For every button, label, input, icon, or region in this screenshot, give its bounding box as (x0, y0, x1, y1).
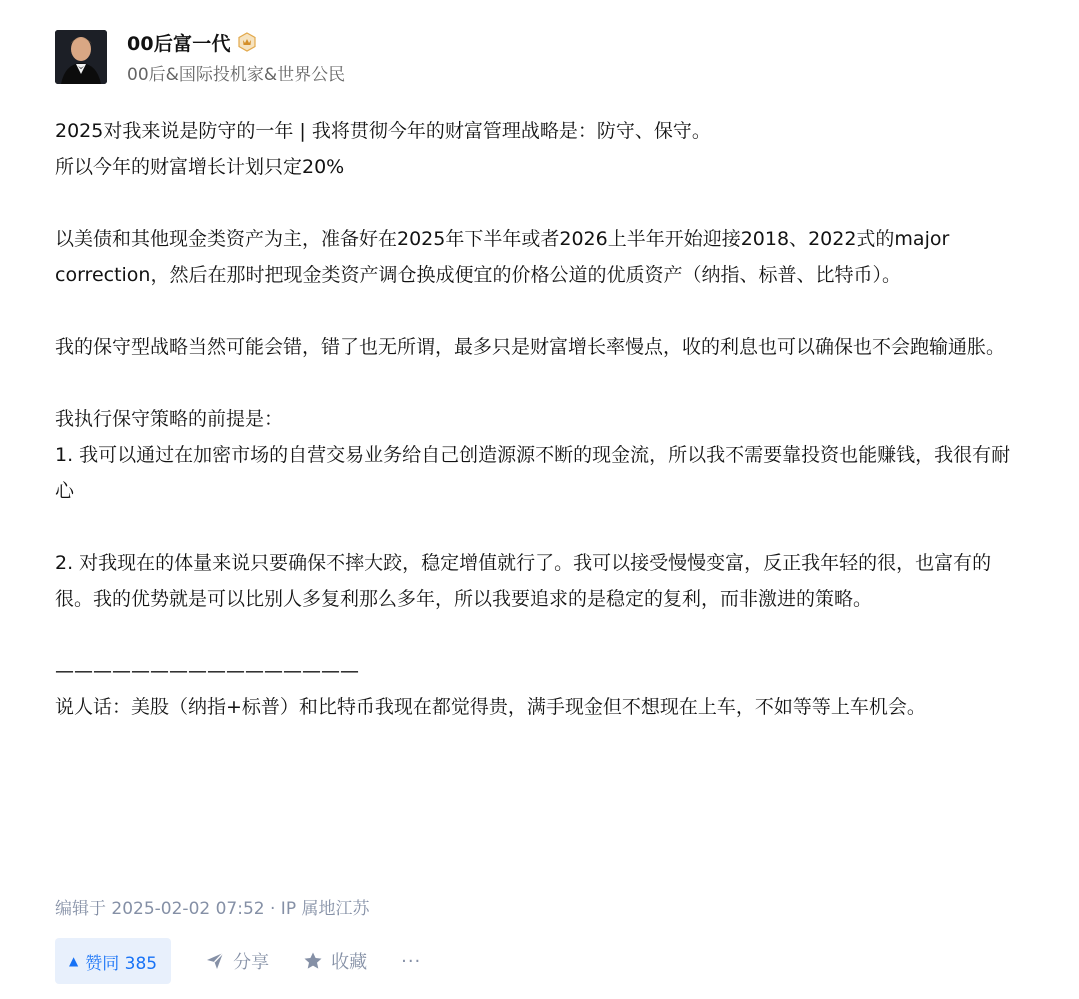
paragraph: 说人话：美股（纳指+标普）和比特币我现在都觉得贵，满手现金但不想现在上车，不如等等上车机会。 (55, 696, 926, 718)
author-headline: 00后&国际投机家&世界公民 (127, 65, 346, 85)
paragraph-gap (55, 365, 1015, 401)
paragraph-gap (55, 293, 1015, 329)
favorite-button[interactable] (303, 948, 367, 974)
star-icon (303, 951, 323, 971)
paragraph-gap (55, 509, 1015, 545)
paragraph: 我的保守型战略当然可能会错，错了也无所谓，最多只是财富增长率慢点，收的利息也可以确保也不会跑输通胀。 (55, 336, 1006, 358)
post-content (55, 113, 1015, 725)
favorite-label: 收藏 (331, 952, 368, 973)
paragraph: 我执行保守策略的前提是： (55, 408, 284, 430)
badge-icon (237, 32, 257, 52)
paragraph: 以美债和其他现金类资产为主，准备好在2025年下半年或者2026上半年开始迎接2018、2022式的major correction，然后在那时把现金类资产调仓换成便宜的价格公道的优质资产（纳指、标普、比特币）。 (55, 228, 950, 286)
paragraph-gap (55, 617, 1015, 653)
paragraph: 2025对我来说是防守的一年 | 我将贯彻今年的财富管理战略是：防守、保守。 (55, 120, 711, 142)
author-info (127, 30, 345, 85)
upvote-button[interactable] (55, 938, 171, 984)
paragraph: 2. 对我现在的体量来说只要确保不摔大跤，稳定增值就行了。我可以接受慢慢变富，反正我年轻的很，也富有的很。我的优势就是可以比别人多复利那么多年，所以我要追求的是稳定的复利，而非激进的策略。 (55, 552, 992, 610)
post-header (55, 30, 345, 85)
action-bar (55, 938, 421, 984)
paragraph: 1. 我可以通过在加密市场的自营交易业务给自己创造源源不断的现金流，所以我不需要靠投资也能赚钱，我很有耐心 (55, 444, 1011, 502)
edit-info: 编辑于 2025-02-02 07:52 · IP 属地江苏 (55, 899, 370, 919)
avatar[interactable] (55, 30, 107, 84)
paragraph-gap (55, 185, 1015, 221)
upvote-icon: ▲ (69, 954, 79, 968)
share-button[interactable] (205, 948, 269, 974)
paragraph: 所以今年的财富增长计划只定20% (55, 156, 345, 178)
more-button[interactable]: ··· (401, 950, 422, 972)
divider-line: ———————————————— (55, 660, 359, 682)
author-name-row (127, 30, 345, 54)
upvote-label: 赞同 385 (85, 953, 158, 974)
share-label: 分享 (233, 952, 270, 973)
share-icon (205, 951, 225, 971)
author-name[interactable]: 00后富一代 (127, 32, 231, 55)
